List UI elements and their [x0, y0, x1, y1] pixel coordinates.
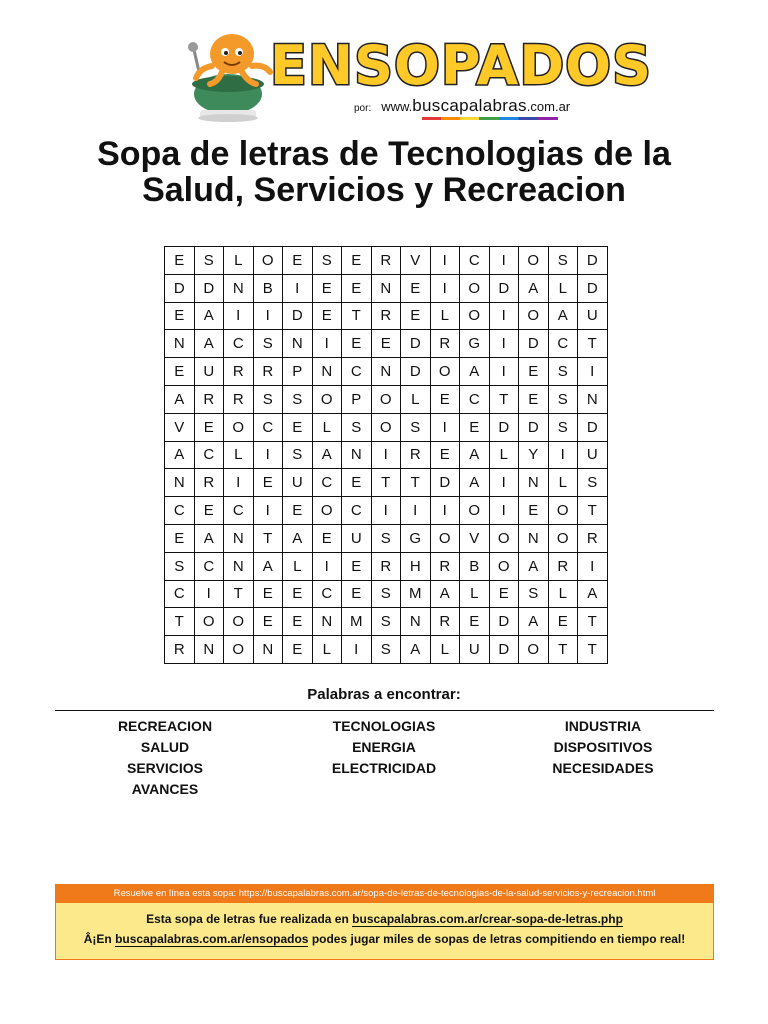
grid-cell[interactable]: E: [283, 636, 313, 664]
grid-cell[interactable]: S: [548, 413, 578, 441]
grid-row: [165, 247, 608, 275]
grid-cell[interactable]: I: [578, 358, 608, 386]
grid-cell[interactable]: T: [253, 524, 283, 552]
grid-cell[interactable]: H: [401, 552, 431, 580]
word-list-column-3: [493, 716, 713, 779]
grid-cell[interactable]: I: [430, 274, 460, 302]
grid-cell[interactable]: A: [165, 441, 195, 469]
grid-cell[interactable]: R: [253, 358, 283, 386]
grid-cell[interactable]: A: [401, 636, 431, 664]
grid-cell[interactable]: E: [548, 608, 578, 636]
grid-cell[interactable]: D: [401, 358, 431, 386]
grid-cell[interactable]: I: [489, 302, 519, 330]
grid-cell[interactable]: E: [460, 413, 490, 441]
word-item: SALUD: [140, 739, 190, 755]
grid-cell[interactable]: T: [224, 580, 254, 608]
grid-cell[interactable]: I: [224, 302, 254, 330]
grid-cell[interactable]: S: [371, 524, 401, 552]
grid-cell[interactable]: O: [224, 608, 254, 636]
grid-cell[interactable]: S: [519, 580, 549, 608]
grid-cell[interactable]: U: [460, 636, 490, 664]
grid-cell[interactable]: E: [342, 580, 372, 608]
grid-cell[interactable]: T: [578, 497, 608, 525]
grid-cell[interactable]: O: [460, 274, 490, 302]
grid-cell[interactable]: R: [430, 608, 460, 636]
grid-cell[interactable]: C: [165, 580, 195, 608]
grid-cell[interactable]: D: [401, 330, 431, 358]
grid-cell[interactable]: E: [283, 247, 313, 275]
grid-cell[interactable]: D: [578, 274, 608, 302]
word-list-column-2: [274, 716, 494, 779]
grid-cell[interactable]: I: [312, 552, 342, 580]
grid-cell[interactable]: U: [342, 524, 372, 552]
create-puzzle-link[interactable]: buscapalabras.com.ar/crear-sopa-de-letras.php: [352, 912, 623, 926]
footer-line-2-suffix: podes jugar miles de sopas de letras compitiendo en tiempo real!: [308, 932, 686, 946]
grid-cell[interactable]: D: [489, 636, 519, 664]
word-item: TECNOLOGIAS: [332, 718, 436, 734]
grid-cell[interactable]: D: [283, 302, 313, 330]
grid-cell[interactable]: A: [519, 552, 549, 580]
grid-cell[interactable]: S: [312, 247, 342, 275]
grid-cell[interactable]: C: [312, 580, 342, 608]
grid-cell[interactable]: R: [430, 330, 460, 358]
grid-cell[interactable]: V: [460, 524, 490, 552]
word-list-column-1: [55, 716, 275, 800]
grid-cell[interactable]: D: [578, 247, 608, 275]
grid-cell[interactable]: C: [548, 330, 578, 358]
grid-cell[interactable]: I: [489, 358, 519, 386]
grid-cell[interactable]: I: [489, 469, 519, 497]
grid-cell[interactable]: L: [460, 580, 490, 608]
grid-cell[interactable]: E: [371, 330, 401, 358]
grid-cell[interactable]: E: [312, 274, 342, 302]
byline-brand[interactable]: buscapalabras: [412, 96, 527, 115]
grid-cell[interactable]: E: [519, 497, 549, 525]
word-item: SERVICIOS: [127, 760, 203, 776]
grid-cell[interactable]: O: [224, 413, 254, 441]
grid-cell[interactable]: E: [283, 497, 313, 525]
grid-cell[interactable]: B: [253, 274, 283, 302]
grid-cell[interactable]: E: [253, 608, 283, 636]
grid-cell[interactable]: S: [548, 247, 578, 275]
grid-cell[interactable]: O: [430, 524, 460, 552]
grid-cell[interactable]: L: [224, 247, 254, 275]
grid-cell[interactable]: I: [489, 497, 519, 525]
grid-cell[interactable]: I: [253, 441, 283, 469]
grid-cell[interactable]: A: [283, 524, 313, 552]
grid-cell[interactable]: U: [578, 441, 608, 469]
grid-cell[interactable]: E: [283, 413, 313, 441]
grid-cell[interactable]: N: [342, 441, 372, 469]
grid-cell[interactable]: I: [371, 441, 401, 469]
word-item: ENERGIA: [352, 739, 416, 755]
grid-cell[interactable]: R: [371, 302, 401, 330]
grid-row: [165, 636, 608, 664]
grid-cell[interactable]: C: [194, 441, 224, 469]
grid-cell[interactable]: O: [489, 552, 519, 580]
grid-cell[interactable]: A: [430, 580, 460, 608]
grid-cell[interactable]: N: [165, 330, 195, 358]
page-title: [0, 136, 768, 208]
grid-cell[interactable]: T: [578, 636, 608, 664]
grid-cell[interactable]: L: [548, 274, 578, 302]
grid-cell[interactable]: A: [460, 358, 490, 386]
grid-cell[interactable]: N: [371, 274, 401, 302]
grid-cell[interactable]: L: [312, 636, 342, 664]
grid-cell[interactable]: O: [312, 497, 342, 525]
grid-cell[interactable]: I: [489, 247, 519, 275]
grid-cell[interactable]: I: [401, 497, 431, 525]
grid-cell[interactable]: Y: [519, 441, 549, 469]
grid-cell[interactable]: S: [253, 385, 283, 413]
grid-cell[interactable]: O: [224, 636, 254, 664]
grid-cell[interactable]: N: [283, 330, 313, 358]
grid-cell[interactable]: E: [401, 302, 431, 330]
grid-cell[interactable]: G: [460, 330, 490, 358]
grid-cell[interactable]: T: [578, 608, 608, 636]
grid-cell[interactable]: A: [194, 330, 224, 358]
grid-row: [165, 524, 608, 552]
grid-cell[interactable]: R: [194, 469, 224, 497]
grid-cell[interactable]: T: [165, 608, 195, 636]
grid-cell[interactable]: S: [578, 469, 608, 497]
grid-cell[interactable]: I: [578, 552, 608, 580]
grid-cell[interactable]: R: [371, 247, 401, 275]
grid-cell[interactable]: E: [430, 385, 460, 413]
grid-cell[interactable]: S: [194, 247, 224, 275]
grid-cell[interactable]: A: [519, 608, 549, 636]
octopus-mascot-icon: [178, 28, 282, 124]
grid-cell[interactable]: A: [312, 441, 342, 469]
grid-cell[interactable]: E: [342, 469, 372, 497]
grid-cell[interactable]: N: [194, 636, 224, 664]
grid-cell[interactable]: C: [194, 552, 224, 580]
page-header: [0, 0, 768, 130]
grid-cell[interactable]: L: [548, 469, 578, 497]
grid-cell[interactable]: T: [548, 636, 578, 664]
grid-cell[interactable]: U: [578, 302, 608, 330]
grid-cell[interactable]: N: [401, 608, 431, 636]
grid-row: [165, 608, 608, 636]
word-item: NECESIDADES: [552, 760, 654, 776]
grid-cell[interactable]: R: [194, 385, 224, 413]
word-item: ELECTRICIDAD: [331, 760, 437, 776]
grid-cell[interactable]: S: [371, 608, 401, 636]
solve-online-link[interactable]: Resuelve en línea esta sopa: https://buscapalabras.com.ar/sopa-de-letras-de-tecnologias-de-la-salud-servicios-y-recreacion.html: [56, 885, 713, 903]
grid-cell[interactable]: M: [342, 608, 372, 636]
grid-cell[interactable]: L: [430, 636, 460, 664]
grid-cell[interactable]: E: [253, 469, 283, 497]
grid-cell[interactable]: E: [519, 358, 549, 386]
grid-cell[interactable]: E: [460, 608, 490, 636]
grid-cell[interactable]: E: [283, 608, 313, 636]
grid-cell[interactable]: C: [460, 385, 490, 413]
grid-cell[interactable]: S: [371, 580, 401, 608]
grid-cell[interactable]: O: [430, 358, 460, 386]
grid-cell[interactable]: N: [519, 524, 549, 552]
grid-row: [165, 330, 608, 358]
grid-cell[interactable]: S: [371, 636, 401, 664]
grid-cell[interactable]: T: [371, 469, 401, 497]
grid-cell[interactable]: R: [548, 552, 578, 580]
grid-cell[interactable]: R: [165, 636, 195, 664]
grid-cell[interactable]: N: [253, 636, 283, 664]
grid-cell[interactable]: A: [253, 552, 283, 580]
grid-cell[interactable]: S: [283, 441, 313, 469]
grid-cell[interactable]: A: [548, 302, 578, 330]
grid-row: [165, 441, 608, 469]
grid-cell[interactable]: S: [548, 385, 578, 413]
footer-box: [55, 884, 714, 960]
grid-cell[interactable]: I: [253, 302, 283, 330]
grid-row: [165, 385, 608, 413]
title-line-2: Salud, Servicios y Recreacion: [142, 171, 626, 209]
grid-cell[interactable]: A: [460, 441, 490, 469]
grid-cell[interactable]: I: [430, 247, 460, 275]
grid-cell[interactable]: S: [253, 330, 283, 358]
grid-cell[interactable]: I: [312, 330, 342, 358]
grid-cell[interactable]: A: [194, 524, 224, 552]
grid-row: [165, 413, 608, 441]
grid-cell[interactable]: O: [548, 524, 578, 552]
grid-cell[interactable]: E: [519, 385, 549, 413]
grid-cell[interactable]: O: [371, 413, 401, 441]
grid-cell[interactable]: E: [342, 247, 372, 275]
grid-row: [165, 580, 608, 608]
grid-cell[interactable]: O: [548, 497, 578, 525]
grid-cell[interactable]: T: [489, 385, 519, 413]
byline: [354, 96, 570, 118]
grid-cell[interactable]: D: [578, 413, 608, 441]
word-item: DISPOSITIVOS: [553, 739, 653, 755]
grid-cell[interactable]: T: [401, 469, 431, 497]
grid-cell[interactable]: U: [283, 469, 313, 497]
grid-cell[interactable]: C: [342, 497, 372, 525]
grid-cell[interactable]: I: [224, 469, 254, 497]
grid-cell[interactable]: O: [460, 497, 490, 525]
grid-cell[interactable]: E: [489, 580, 519, 608]
grid-cell[interactable]: E: [165, 524, 195, 552]
grid-cell[interactable]: D: [430, 469, 460, 497]
grid-cell[interactable]: T: [342, 302, 372, 330]
byline-www: www.: [381, 99, 413, 114]
grid-cell[interactable]: O: [519, 636, 549, 664]
grid-row: [165, 469, 608, 497]
grid-cell[interactable]: N: [371, 358, 401, 386]
grid-cell[interactable]: C: [460, 247, 490, 275]
grid-cell[interactable]: A: [578, 580, 608, 608]
words-heading: Palabras a encontrar:: [307, 686, 461, 703]
grid-cell[interactable]: V: [165, 413, 195, 441]
grid-cell[interactable]: A: [165, 385, 195, 413]
grid-cell[interactable]: E: [194, 497, 224, 525]
grid-cell[interactable]: M: [401, 580, 431, 608]
grid-cell[interactable]: C: [312, 469, 342, 497]
grid-cell[interactable]: E: [430, 441, 460, 469]
divider: [55, 710, 714, 711]
grid-cell[interactable]: N: [224, 552, 254, 580]
grid-cell[interactable]: B: [460, 552, 490, 580]
grid-cell[interactable]: D: [519, 330, 549, 358]
grid-cell[interactable]: S: [283, 385, 313, 413]
grid-cell[interactable]: E: [342, 552, 372, 580]
grid-cell[interactable]: I: [253, 497, 283, 525]
ensopados-logo: [270, 28, 652, 100]
grid-cell[interactable]: C: [165, 497, 195, 525]
grid-cell[interactable]: I: [283, 274, 313, 302]
grid-cell[interactable]: R: [224, 358, 254, 386]
grid-cell[interactable]: A: [519, 274, 549, 302]
grid-row: [165, 302, 608, 330]
grid-cell[interactable]: N: [519, 469, 549, 497]
grid-cell[interactable]: L: [430, 302, 460, 330]
grid-cell[interactable]: L: [548, 580, 578, 608]
grid-cell[interactable]: S: [342, 413, 372, 441]
ensopados-link[interactable]: buscapalabras.com.ar/ensopados: [115, 932, 309, 946]
grid-cell[interactable]: O: [460, 302, 490, 330]
footer-line-1: [56, 912, 713, 926]
grid-cell[interactable]: E: [342, 330, 372, 358]
footer-line-2-prefix: Â¡En: [83, 932, 116, 946]
grid-cell[interactable]: R: [401, 441, 431, 469]
grid-cell[interactable]: I: [430, 497, 460, 525]
grid-cell[interactable]: D: [194, 274, 224, 302]
grid-cell[interactable]: C: [224, 330, 254, 358]
grid-cell[interactable]: E: [165, 302, 195, 330]
grid-cell[interactable]: O: [312, 385, 342, 413]
grid-cell[interactable]: R: [224, 385, 254, 413]
grid-cell[interactable]: N: [224, 524, 254, 552]
grid-cell[interactable]: C: [342, 358, 372, 386]
grid-cell[interactable]: N: [165, 469, 195, 497]
word-item: RECREACION: [117, 718, 213, 734]
grid-cell[interactable]: I: [489, 330, 519, 358]
grid-cell[interactable]: N: [312, 358, 342, 386]
grid-cell[interactable]: A: [194, 302, 224, 330]
grid-cell[interactable]: C: [224, 497, 254, 525]
grid-cell[interactable]: I: [371, 497, 401, 525]
grid-cell[interactable]: L: [401, 385, 431, 413]
grid-cell[interactable]: D: [519, 413, 549, 441]
grid-cell[interactable]: E: [283, 580, 313, 608]
grid-row: [165, 497, 608, 525]
grid-cell[interactable]: S: [401, 413, 431, 441]
word-item: INDUSTRIA: [564, 718, 642, 734]
grid-cell[interactable]: S: [548, 358, 578, 386]
grid-cell[interactable]: O: [371, 385, 401, 413]
grid-row: [165, 274, 608, 302]
grid-cell[interactable]: E: [165, 358, 195, 386]
grid-cell[interactable]: R: [371, 552, 401, 580]
title-line-1: Sopa de letras de Tecnologias de la: [97, 135, 671, 173]
grid-cell[interactable]: E: [401, 274, 431, 302]
grid-cell[interactable]: G: [401, 524, 431, 552]
grid-cell[interactable]: E: [312, 302, 342, 330]
grid-cell[interactable]: T: [578, 330, 608, 358]
grid-row: [165, 358, 608, 386]
grid-cell[interactable]: R: [578, 524, 608, 552]
grid-cell[interactable]: I: [548, 441, 578, 469]
grid-cell[interactable]: P: [342, 385, 372, 413]
footer-line-2: [56, 932, 713, 946]
grid-cell[interactable]: A: [460, 469, 490, 497]
grid-cell[interactable]: E: [165, 247, 195, 275]
grid-cell[interactable]: O: [519, 247, 549, 275]
grid-cell[interactable]: O: [519, 302, 549, 330]
grid-cell[interactable]: D: [489, 274, 519, 302]
grid-cell[interactable]: L: [489, 441, 519, 469]
grid-cell[interactable]: D: [165, 274, 195, 302]
grid-cell[interactable]: N: [312, 608, 342, 636]
grid-cell[interactable]: L: [312, 413, 342, 441]
grid-cell[interactable]: E: [253, 580, 283, 608]
grid-cell[interactable]: O: [253, 247, 283, 275]
grid-cell[interactable]: R: [430, 552, 460, 580]
grid-cell[interactable]: I: [342, 636, 372, 664]
grid-cell[interactable]: P: [283, 358, 313, 386]
grid-cell[interactable]: O: [194, 608, 224, 636]
grid-cell[interactable]: L: [224, 441, 254, 469]
footer-line-1-text: Esta sopa de letras fue realizada en: [146, 912, 353, 926]
grid-cell[interactable]: E: [194, 413, 224, 441]
grid-cell[interactable]: E: [342, 274, 372, 302]
grid-cell[interactable]: C: [253, 413, 283, 441]
grid-cell[interactable]: I: [430, 413, 460, 441]
grid-cell[interactable]: D: [489, 608, 519, 636]
grid-cell[interactable]: I: [194, 580, 224, 608]
rainbow-underline: [422, 117, 558, 120]
grid-cell[interactable]: O: [489, 524, 519, 552]
grid-row: [165, 552, 608, 580]
grid-cell[interactable]: V: [401, 247, 431, 275]
grid-cell[interactable]: L: [283, 552, 313, 580]
word-search-grid: [164, 246, 608, 664]
word-item: AVANCES: [131, 781, 199, 797]
grid-cell[interactable]: N: [224, 274, 254, 302]
grid-cell[interactable]: S: [165, 552, 195, 580]
logo-text: ENSOPADOS: [270, 34, 652, 97]
grid-cell[interactable]: N: [578, 385, 608, 413]
grid-cell[interactable]: U: [194, 358, 224, 386]
grid-cell[interactable]: D: [489, 413, 519, 441]
byline-tld: .com.ar: [526, 99, 571, 114]
grid-cell[interactable]: E: [312, 524, 342, 552]
byline-por: por:: [354, 103, 372, 114]
